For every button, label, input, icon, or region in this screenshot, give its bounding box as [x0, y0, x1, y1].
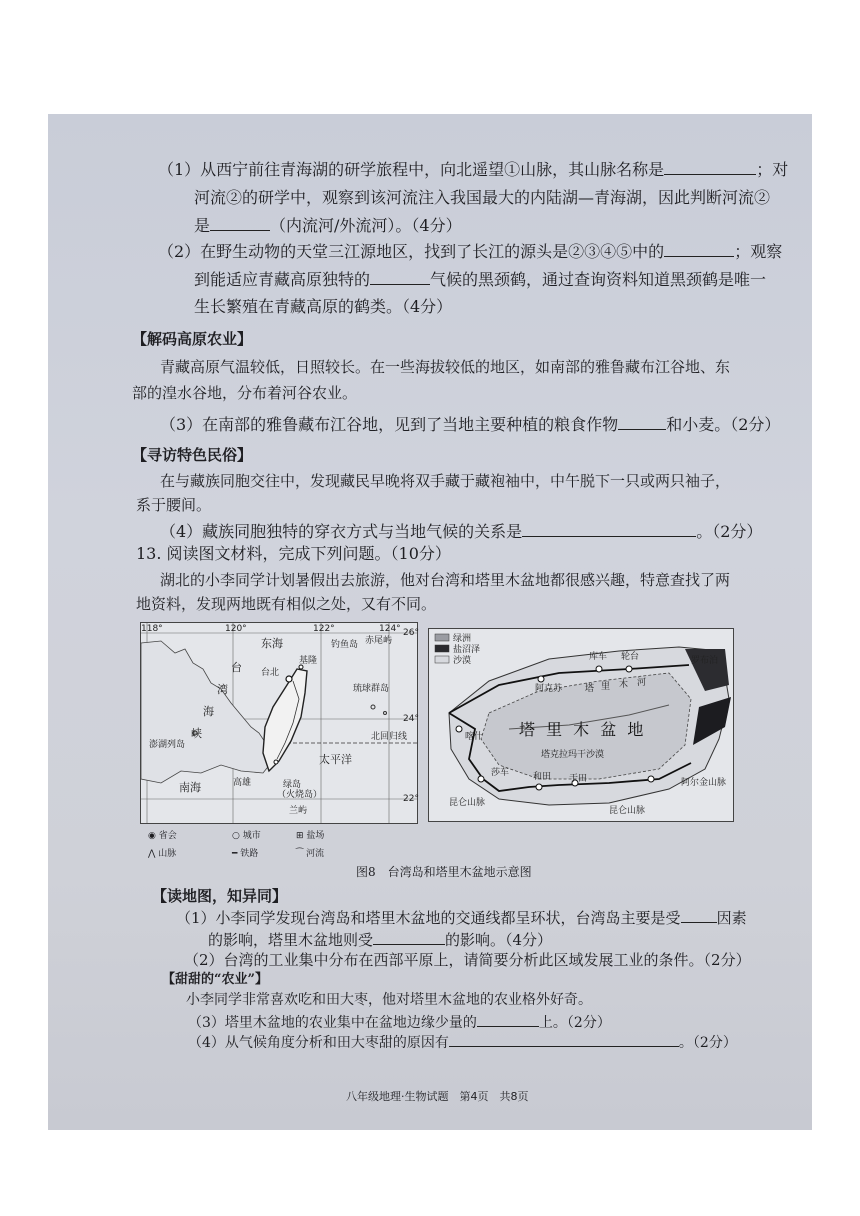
label-altun: 阿尔金山脉	[681, 778, 727, 788]
q4-text: （4）藏族同胞独特的穿衣方式与当地气候的关系是 。（2分）	[160, 522, 763, 541]
map-legend-salt: ⊞ 盐场	[296, 831, 325, 841]
legend-desert: 沙漠	[453, 656, 472, 666]
agri-para2: 部的湟水谷地，分布着河谷农业。	[132, 384, 358, 402]
legend-oasis: 绿洲	[453, 634, 472, 644]
map-q1-line2: 的影响，塔里木盆地则受 的影响。（4分）	[208, 931, 553, 949]
answer-blank[interactable]	[681, 908, 717, 923]
label-lyudao-alt: （火烧岛）	[277, 790, 323, 800]
q13-title: 13. 阅读图文材料，完成下列问题。（10分）	[136, 544, 451, 563]
agri-para1: 青藏高原气温较低，日照较长。在一些海拔较低的地区，如南部的雅鲁藏布江谷地、东	[160, 358, 731, 376]
label-luntai: 轮台	[621, 652, 640, 662]
answer-blank[interactable]	[664, 160, 756, 175]
map-legend-mountain: ⋀ 山脉	[148, 849, 177, 859]
q1-line2: 河流②的研学中，观察到该河流注入我国最大的内陆湖—青海湖，因此判断河流②	[194, 188, 771, 207]
lat-label-26: 26°	[403, 628, 419, 638]
q2-line3: 生长繁殖在青藏高原的鹤类。（4分）	[194, 297, 453, 316]
label-diaoyu: 钓鱼岛	[331, 640, 359, 650]
label-aksu: 阿克苏	[535, 684, 563, 694]
label-lyudao: 绿岛	[283, 780, 302, 790]
legend-salt-marsh: 盐沼泽	[453, 645, 481, 655]
q2-line1: （2）在野生动物的天堂三江源地区，找到了长江的源头是②③④⑤中的 ；观察	[158, 242, 783, 261]
section-title-map: 【读地图，知异同】	[152, 887, 288, 905]
label-river-3: 木	[619, 680, 629, 690]
q1-line1: （1）从西宁前往青海湖的研学旅程中，向北遥望①山脉，其山脉名称是 ；对	[158, 160, 789, 179]
map-legend-river: ⁀ 河流	[296, 849, 325, 859]
label-tarim-basin: 塔 里 木 盆 地	[519, 720, 647, 739]
label-east-sea: 东海	[261, 637, 283, 650]
section-title-sweet: 【甜甜的“农业”】	[162, 972, 268, 987]
sweet-q3: （3）塔里木盆地的农业集中在盆地边缘少量的 上。（2分）	[188, 1012, 611, 1033]
custom-para1: 在与藏族同胞交往中，发现藏民早晚将双手藏于藏袍袖中，中午脱下一只或两只袖子，	[160, 472, 731, 490]
answer-blank[interactable]	[522, 522, 696, 537]
label-south-sea: 南海	[179, 781, 201, 794]
label-strait-3: 海	[203, 705, 214, 718]
label-taipei: 台北	[261, 668, 280, 678]
q13-para1: 湖北的小李同学计划暑假出去旅游，他对台湾和塔里木盆地都很感兴趣，特意查找了两	[160, 571, 731, 589]
taiwan-map	[140, 622, 418, 824]
lon-label-118: 118°	[141, 624, 163, 634]
answer-blank[interactable]	[370, 270, 430, 285]
map-q1-line1: （1）小李同学发现台湾岛和塔里木盆地的交通线都呈环状，台湾岛主要是受 因素	[176, 909, 747, 927]
q13-para2: 地资料，发现两地既有相似之处，又有不同。	[136, 595, 437, 613]
label-keelung: 基隆	[299, 656, 318, 666]
label-kunlun-west: 昆仑山脉	[449, 798, 486, 808]
railway-icon: ━	[232, 849, 238, 859]
q3-text: （3）在南部的雅鲁藏布江谷地，见到了当地主要种植的粮食作物 和小麦。（2分）	[160, 415, 781, 434]
sweet-para1: 小李同学非常喜欢吃和田大枣，他对塔里木盆地的农业格外好奇。	[186, 992, 592, 1008]
label-strait-2: 湾	[217, 683, 228, 696]
label-river-2: 里	[601, 682, 611, 692]
label-kuqa: 库车	[589, 652, 608, 662]
section-title-agri: 【解码高原农业】	[132, 330, 253, 348]
label-shache: 莎车	[491, 768, 510, 778]
section-title-custom: 【寻访特色民俗】	[132, 446, 253, 464]
map-legend-capital: ◉ 省会	[148, 831, 177, 841]
label-kunlun-east: 昆仑山脉	[609, 806, 646, 816]
q2-line2: 到能适应青藏高原独特的 气候的黑颈鹤，通过查询资料知道黑颈鹤是唯一	[194, 270, 767, 289]
label-strait-1: 台	[231, 661, 242, 674]
lat-label-24: 24°	[403, 714, 419, 724]
label-river-4: 河	[637, 678, 647, 688]
salt-field-icon: ⊞	[296, 831, 304, 841]
sweet-q4: （4）从气候角度分析和田大枣甜的原因有 。（2分）	[188, 1032, 737, 1053]
label-chiwei: 赤尾屿	[365, 636, 393, 646]
label-penghu: 澎湖列岛	[149, 740, 186, 750]
page-footer: 八年级地理·生物试题 第4页 共8页	[346, 1090, 529, 1103]
label-hotan: 和田	[533, 772, 552, 782]
label-strait-4: 峡	[191, 727, 202, 740]
lon-label-120: 120°	[225, 624, 247, 634]
mountain-icon: ⋀	[148, 849, 156, 859]
map-q2: （2）台湾的工业集中分布在西部平原上，请简要分析此区域发展工业的条件。（2分）	[184, 951, 751, 969]
label-river-1: 塔	[585, 684, 595, 694]
label-yutian: 于田	[569, 774, 588, 784]
answer-blank[interactable]	[664, 242, 734, 257]
answer-blank[interactable]	[373, 930, 445, 945]
figure-caption: 图8 台湾岛和塔里木盆地示意图	[356, 865, 532, 879]
label-taklimakan: 塔克拉玛干沙漠	[541, 750, 605, 760]
lon-label-124: 124°	[379, 624, 401, 634]
label-lop-nur: 罗布泊	[691, 656, 719, 666]
label-kaohsiung: 高雄	[233, 778, 252, 788]
river-icon: ⁀	[296, 849, 304, 859]
label-tropic: 北回归线	[371, 732, 408, 742]
map-legend-city: ○ 城市	[232, 831, 261, 841]
answer-blank[interactable]	[618, 415, 666, 430]
label-pacific: 太平洋	[319, 753, 352, 766]
label-lanyu: 兰屿	[289, 806, 308, 816]
label-ryukyu: 琉球群岛	[353, 684, 390, 694]
capital-icon: ◉	[148, 831, 156, 841]
label-kashgar: 喀什	[465, 732, 484, 742]
answer-blank[interactable]	[210, 216, 270, 231]
tarim-map	[428, 628, 734, 822]
lon-label-122: 122°	[313, 624, 335, 634]
map-legend-railway: ━ 铁路	[232, 849, 259, 859]
answer-blank[interactable]	[477, 1012, 539, 1027]
city-icon: ○	[232, 831, 240, 841]
custom-para2: 系于腰间。	[136, 496, 212, 514]
lat-label-22: 22°	[403, 794, 419, 804]
q1-line3: 是 （内流河/外流河）。（4分）	[194, 216, 462, 235]
answer-blank[interactable]	[449, 1032, 679, 1047]
